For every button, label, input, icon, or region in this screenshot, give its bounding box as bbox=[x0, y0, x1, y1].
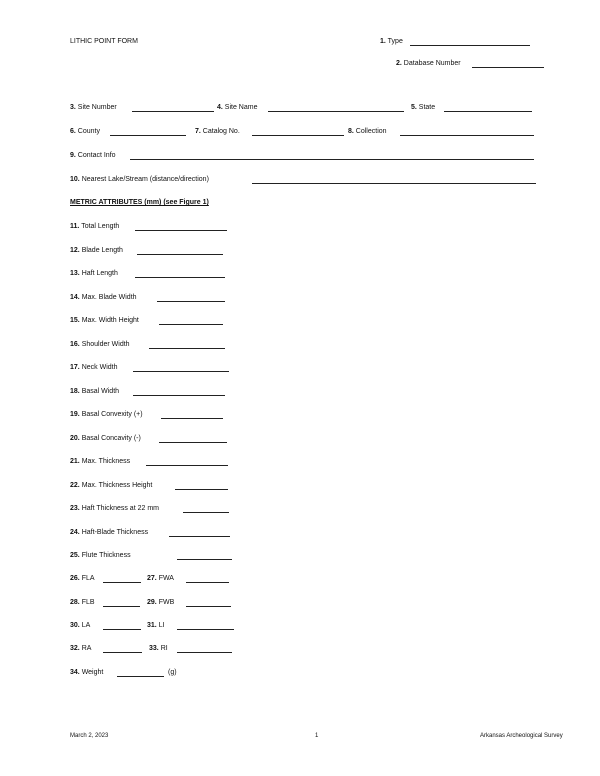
field-number: 2. bbox=[396, 60, 402, 67]
metric-label bbox=[70, 529, 148, 536]
paired-label-a bbox=[70, 599, 95, 606]
field-number: 19. bbox=[70, 411, 80, 418]
database-number-input-line[interactable] bbox=[472, 67, 544, 68]
metric-input-line[interactable] bbox=[137, 254, 223, 255]
field-label: Haft Length bbox=[81, 270, 118, 277]
field-label: LA bbox=[81, 622, 91, 629]
paired-label-b bbox=[147, 622, 165, 629]
catalog-no-label bbox=[195, 128, 240, 135]
database-number-label bbox=[396, 60, 461, 67]
nearest-lake-label bbox=[70, 176, 209, 183]
field-number: 20. bbox=[70, 434, 80, 442]
field-number: 26. bbox=[70, 575, 80, 582]
metric-label bbox=[70, 411, 143, 418]
footer-organization: Arkansas Archeological Survey bbox=[480, 733, 563, 739]
metric-input-line[interactable] bbox=[149, 348, 225, 349]
field-number: 28. bbox=[70, 599, 80, 606]
field-label: Max. Width Height bbox=[81, 317, 139, 324]
metric-input-line[interactable] bbox=[135, 230, 227, 231]
weight-unit: (g) bbox=[168, 669, 177, 676]
field-label: Collection bbox=[355, 128, 387, 135]
field-number: 4. bbox=[217, 104, 223, 111]
metric-attributes-heading: METRIC ATTRIBUTES (mm) (see Figure 1) bbox=[70, 199, 209, 206]
field-label: Total Length bbox=[81, 223, 120, 230]
field-number: 24. bbox=[70, 528, 80, 536]
field-label: FWB bbox=[158, 599, 175, 606]
metric-label bbox=[70, 552, 131, 559]
weight-label bbox=[70, 669, 103, 676]
metric-input-line[interactable] bbox=[159, 442, 227, 443]
field-number: 23. bbox=[70, 505, 80, 512]
nearest-lake-input-line[interactable] bbox=[252, 183, 536, 184]
form-title: LITHIC POINT FORM bbox=[70, 38, 138, 45]
field-label: FLA bbox=[81, 575, 95, 582]
paired-label-a bbox=[70, 575, 95, 582]
field-number: 31. bbox=[147, 622, 157, 629]
field-label: Site Name bbox=[224, 104, 258, 111]
field-number: 9. bbox=[70, 152, 76, 159]
county-label bbox=[70, 128, 100, 135]
contact-info-input-line[interactable] bbox=[130, 159, 534, 160]
field-label: Database Number bbox=[403, 60, 461, 67]
paired-label-a bbox=[70, 645, 91, 652]
paired-input-line-a[interactable] bbox=[103, 629, 141, 630]
metric-label bbox=[70, 364, 117, 371]
field-label: Basal Width bbox=[81, 387, 120, 395]
metric-label bbox=[70, 317, 139, 324]
metric-label bbox=[70, 458, 130, 465]
paired-input-line-b[interactable] bbox=[186, 606, 231, 607]
field-label: Flute Thickness bbox=[81, 552, 131, 559]
field-number: 18. bbox=[70, 387, 80, 395]
field-label: Site Number bbox=[77, 104, 117, 111]
field-label: State bbox=[418, 104, 436, 111]
metric-label bbox=[70, 482, 152, 489]
metric-label bbox=[70, 388, 119, 395]
metric-input-line[interactable] bbox=[133, 395, 225, 396]
paired-label-b bbox=[147, 575, 174, 582]
site-number-input-line[interactable] bbox=[132, 111, 214, 112]
field-number: 29. bbox=[147, 599, 157, 606]
metric-input-line[interactable] bbox=[146, 465, 228, 466]
paired-label-b bbox=[147, 599, 174, 606]
contact-info-label bbox=[70, 152, 116, 159]
metric-input-line[interactable] bbox=[169, 536, 230, 537]
collection-input-line[interactable] bbox=[400, 135, 534, 136]
metric-input-line[interactable] bbox=[175, 489, 228, 490]
type-input-line[interactable] bbox=[410, 45, 530, 46]
metric-input-line[interactable] bbox=[183, 512, 229, 513]
paired-input-line-a[interactable] bbox=[103, 582, 141, 583]
site-name-input-line[interactable] bbox=[268, 111, 404, 112]
field-label: LI bbox=[158, 622, 165, 629]
field-number: 7. bbox=[195, 128, 201, 135]
field-label: Shoulder Width bbox=[81, 340, 130, 348]
field-number: 12. bbox=[70, 246, 80, 254]
paired-input-line-b[interactable] bbox=[177, 629, 234, 630]
footer-date: March 2, 2023 bbox=[70, 733, 109, 739]
field-number: 34. bbox=[70, 669, 80, 676]
field-label: FLB bbox=[81, 599, 95, 606]
metric-input-line[interactable] bbox=[135, 277, 225, 278]
field-label: Haft Thickness at 22 mm bbox=[81, 505, 159, 512]
field-label: RA bbox=[81, 645, 92, 652]
field-number: 11. bbox=[70, 223, 80, 230]
paired-label-b bbox=[149, 645, 168, 652]
metric-label bbox=[70, 270, 118, 277]
metric-input-line[interactable] bbox=[157, 301, 225, 302]
field-label: Type bbox=[387, 38, 403, 45]
field-number: 22. bbox=[70, 481, 80, 489]
state-label bbox=[411, 104, 435, 111]
field-label: Basal Concavity (-) bbox=[81, 434, 141, 442]
field-number: 16. bbox=[70, 340, 80, 348]
metric-input-line[interactable] bbox=[177, 559, 232, 560]
field-number: 33. bbox=[149, 645, 159, 652]
paired-input-line-a[interactable] bbox=[103, 652, 142, 653]
metric-label bbox=[70, 247, 123, 254]
type-field-label bbox=[380, 38, 403, 45]
field-label: Nearest Lake/Stream (distance/direction) bbox=[81, 176, 209, 183]
paired-input-line-b[interactable] bbox=[177, 652, 232, 653]
field-number: 30. bbox=[70, 622, 80, 629]
field-number: 10. bbox=[70, 176, 80, 183]
weight-input-line[interactable] bbox=[117, 676, 164, 677]
field-number: 32. bbox=[70, 645, 80, 652]
state-input-line[interactable] bbox=[444, 111, 532, 112]
metric-input-line[interactable] bbox=[133, 371, 229, 372]
field-number: 27. bbox=[147, 575, 157, 582]
field-label: Max. Blade Width bbox=[81, 293, 137, 301]
metric-label bbox=[70, 294, 137, 301]
collection-label bbox=[348, 128, 387, 135]
field-label: Haft-Blade Thickness bbox=[81, 528, 149, 536]
paired-input-line-a[interactable] bbox=[103, 606, 140, 607]
field-number: 3. bbox=[70, 104, 76, 111]
field-number: 15. bbox=[70, 317, 80, 324]
field-number: 25. bbox=[70, 552, 80, 559]
field-number: 1. bbox=[380, 38, 386, 45]
footer-page-number: 1 bbox=[315, 733, 319, 739]
catalog-no-input-line[interactable] bbox=[252, 135, 344, 136]
paired-input-line-b[interactable] bbox=[186, 582, 229, 583]
field-label: FWA bbox=[158, 575, 174, 582]
field-label: Neck Width bbox=[81, 364, 118, 371]
metric-input-line[interactable] bbox=[161, 418, 223, 419]
field-number: 13. bbox=[70, 270, 80, 277]
metric-label bbox=[70, 435, 141, 442]
field-label: RI bbox=[160, 645, 168, 652]
field-label: Basal Convexity (+) bbox=[81, 411, 143, 418]
field-label: Contact Info bbox=[77, 152, 116, 159]
field-number: 8. bbox=[348, 128, 354, 135]
county-input-line[interactable] bbox=[110, 135, 186, 136]
metric-label bbox=[70, 505, 159, 512]
field-label: Max. Thickness Height bbox=[81, 481, 153, 489]
field-label: County bbox=[77, 128, 100, 135]
field-number: 17. bbox=[70, 364, 80, 371]
field-label: Weight bbox=[81, 669, 104, 676]
field-number: 21. bbox=[70, 458, 80, 465]
paired-label-a bbox=[70, 622, 90, 629]
site-name-label bbox=[217, 104, 257, 111]
metric-label bbox=[70, 223, 119, 230]
field-label: Blade Length bbox=[81, 246, 123, 254]
field-number: 5. bbox=[411, 104, 417, 111]
metric-input-line[interactable] bbox=[159, 324, 223, 325]
field-number: 6. bbox=[70, 128, 76, 135]
field-number: 14. bbox=[70, 293, 80, 301]
field-label: Max. Thickness bbox=[81, 458, 131, 465]
metric-label bbox=[70, 341, 130, 348]
site-number-label bbox=[70, 104, 117, 111]
field-label: Catalog No. bbox=[202, 128, 240, 135]
